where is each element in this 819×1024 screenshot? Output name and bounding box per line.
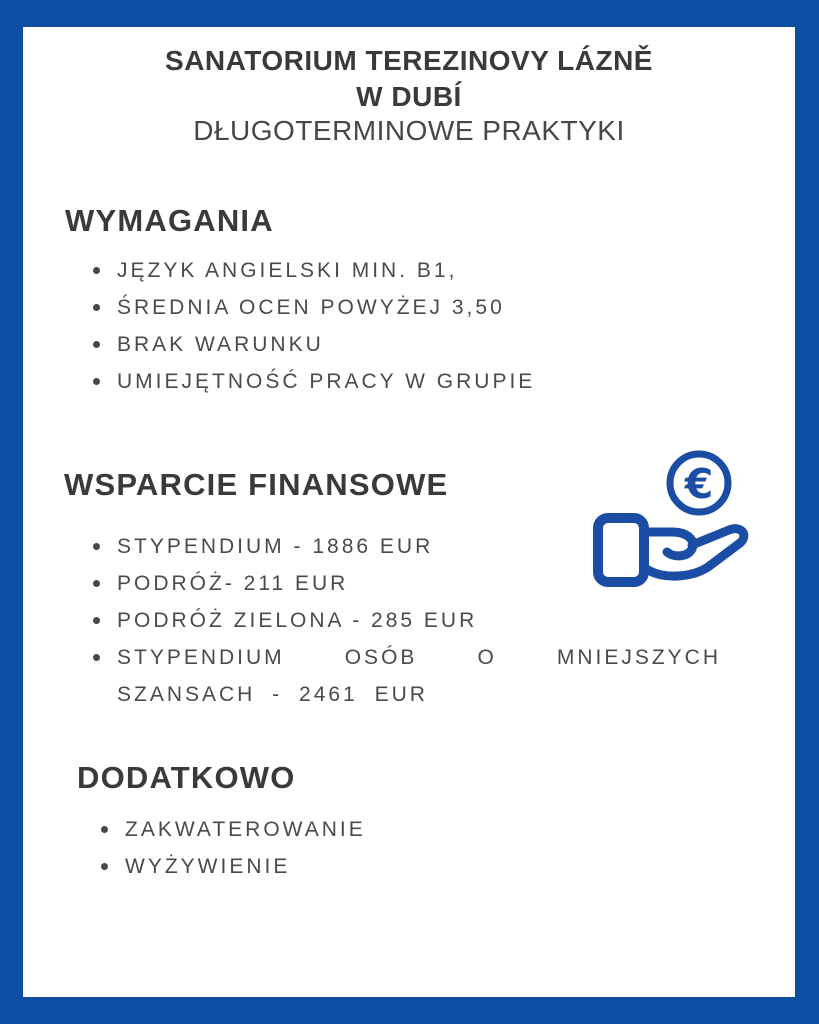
hand-thumb-path [644, 532, 693, 556]
hand-cuff [598, 518, 644, 582]
poster-content [23, 27, 795, 997]
subtitle: DŁUGOTERMINOWE PRAKTYKI [193, 115, 625, 146]
hand-euro-svg [591, 446, 757, 598]
bullet-text: PODRÓŻ- 211 EUR [117, 572, 349, 595]
bullet-dot [93, 267, 100, 274]
list-item [99, 848, 795, 885]
title-line-1: SANATORIUM TEREZINOVY LÁZNĚ [165, 45, 653, 76]
hand-holding-euro-coin-icon [591, 446, 757, 598]
bullet-text: ZAKWATEROWANIE [125, 818, 366, 841]
bullet-text: ŚREDNIA OCEN POWYŻEJ 3,50 [117, 296, 505, 319]
section-heading-wymagania: WYMAGANIA [65, 203, 274, 238]
section-heading-dodatkowo: DODATKOWO [77, 760, 296, 795]
list-item [91, 363, 795, 400]
list-item [99, 811, 795, 848]
dodatkowo-list [99, 811, 795, 885]
bullet-dot [93, 580, 100, 587]
bullet-text: BRAK WARUNKU [117, 333, 324, 356]
bullet-dot [93, 341, 100, 348]
bullet-dot [101, 826, 108, 833]
bullet-dot [93, 543, 100, 550]
bullet-text: STYPENDIUM - 1886 EUR [117, 535, 434, 558]
bullet-text: WYŻYWIENIE [125, 855, 291, 878]
bullet-text: UMIEJĘTNOŚĆ PRACY W GRUPIE [117, 370, 536, 393]
section-heading-wsparcie: WSPARCIE FINANSOWE [64, 467, 449, 502]
list-item [91, 639, 721, 713]
bullet-dot [93, 654, 100, 661]
poster-header [23, 43, 795, 146]
bullet-dot [101, 863, 108, 870]
bullet-dot [93, 304, 100, 311]
section-dodatkowo [23, 759, 795, 885]
list-item [91, 252, 795, 289]
section-wymagania [23, 202, 795, 400]
list-item [91, 602, 795, 639]
title-line-2: W DUBÍ [356, 81, 462, 112]
bullet-dot [93, 378, 100, 385]
bullet-text: JĘZYK ANGIELSKI MIN. B1, [117, 259, 458, 282]
bullet-dot [93, 617, 100, 624]
bullet-text: PODRÓŻ ZIELONA - 285 EUR [117, 609, 478, 632]
list-item [91, 289, 795, 326]
list-item [91, 326, 795, 363]
bullet-text: STYPENDIUM OSÓB O MNIEJSZYCH SZANSACH - 2461 EUR [117, 646, 721, 706]
euro-glyph: € [684, 460, 714, 508]
wymagania-list [91, 252, 795, 400]
